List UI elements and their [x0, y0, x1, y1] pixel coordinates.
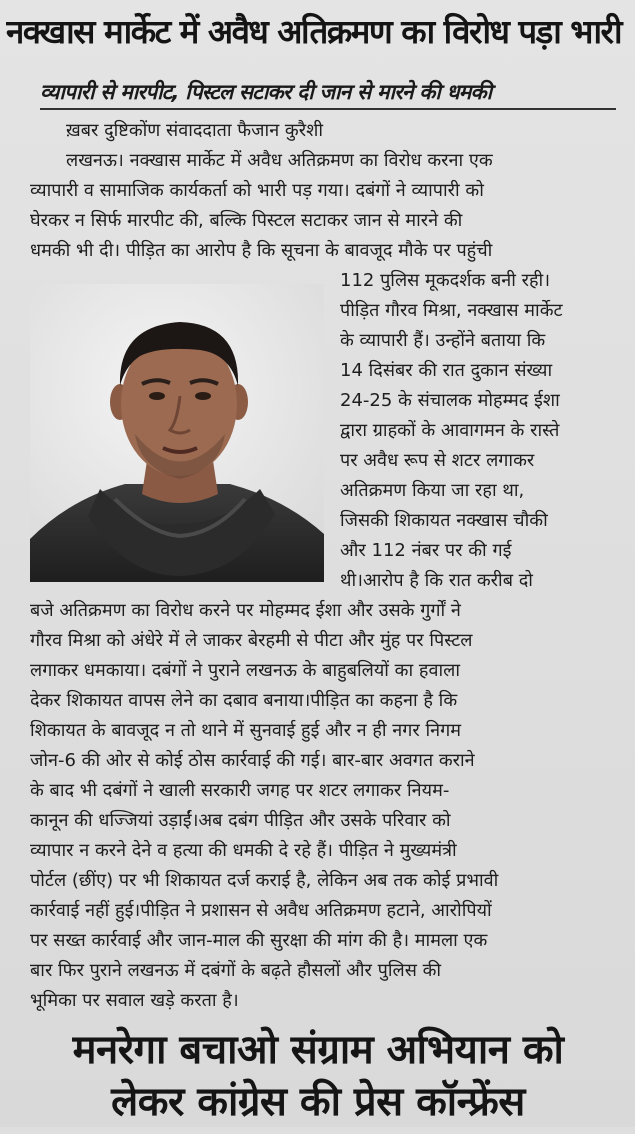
article-line: और 112 नंबर पर की गई	[340, 540, 512, 561]
subheadline: व्यापारी से मारपीट, पिस्टल सटाकर दी जान से मारने की धमकी	[40, 80, 492, 104]
article-line: कानून की धज्जियां उड़ाईं।अब दबंग पीड़ित और उसके परिवार को	[30, 810, 451, 831]
article-line: भूमिका पर सवाल खड़े करता है।	[30, 990, 239, 1011]
article-line: 112 पुलिस मूकदर्शक बनी रही।	[340, 270, 551, 291]
article-line: लगाकर धमकाया। दबंगों ने पुराने लखनऊ के बाहुबलियों का हवाला	[30, 660, 460, 681]
headline: नक्खास मार्केट में अवैध अतिक्रमण का विरोध पड़ा भारी	[6, 12, 622, 51]
article-line: शिकायत के बावजूद न तो थाने में सुनवाई हुई और न ही नगर निगम	[30, 720, 462, 741]
article-line: थी।आरोप है कि रात करीब दो	[340, 570, 533, 591]
next-article-headline-line: मनरेगा बचाओ संग्राम अभियान को	[72, 1027, 564, 1073]
article-line: पर अवैध रूप से शटर लगाकर	[340, 450, 535, 471]
article-line: अतिक्रमण किया जा रहा था,	[340, 480, 525, 501]
article-line: देकर शिकायत वापस लेने का दबाव बनाया।पीड़ित का कहना है कि	[30, 690, 458, 711]
article-line: जिसकी शिकायत नक्खास चौकी	[340, 510, 548, 531]
article-line: पीड़ित गौरव मिश्रा, नक्खास मार्केट	[340, 300, 563, 321]
article-line: जोन-6 की ओर से कोई ठोस कार्रवाई की गई। बार-बार अवगत कराने	[30, 750, 475, 771]
article-line: बजे अतिक्रमण का विरोध करने पर मोहम्मद ईशा और उसके गुर्गों ने	[30, 600, 461, 621]
article-line: धमकी भी दी। पीड़ित का आरोप है कि सूचना के बावजूद मौके पर पहुंची	[30, 240, 493, 261]
article-line: के व्यापारी हैं। उन्होंने बताया कि	[340, 330, 546, 351]
article-line: व्यापार न करने देने व हत्या की धमकी दे रहे हैं। पीड़ित ने मुख्यमंत्री	[30, 840, 457, 861]
next-article-headline-line: लेकर कांग्रेस की प्रेस कॉन्फ्रेंस	[111, 1079, 525, 1125]
article-line: गौरव मिश्रा को अंधेरे में ले जाकर बेरहमी से पीटा और मुंह पर पिस्टल	[30, 630, 473, 651]
byline: ख़बर दुष्टिकोंण संवाददाता फैजान कुरैशी	[66, 120, 323, 141]
article-line: 14 दिसंबर की रात दुकान संख्या	[340, 360, 553, 381]
article-line: द्वारा ग्राहकों के आवागमन के रास्ते	[340, 420, 560, 441]
article-line: बार फिर पुराने लखनऊ में दबंगों के बढ़ते हौसलों और पुलिस की	[30, 960, 442, 981]
article-photo	[30, 284, 324, 582]
man-portrait-image	[30, 284, 324, 582]
article-line: 24-25 के संचालक मोहम्मद ईशा	[340, 390, 560, 411]
article-line: लखनऊ। नक्खास मार्केट में अवैध अतिक्रमण का विरोध करना एक	[66, 150, 493, 171]
article-line: के बाद भी दबंगों ने खाली सरकारी जगह पर शटर लगाकर नियम-	[30, 780, 450, 801]
article-line: व्यापारी व सामाजिक कार्यकर्ता को भारी पड़ गया। दबंगों ने व्यापारी को	[30, 180, 484, 201]
article-line: पर सख्त कार्रवाई और जान-माल की सुरक्षा की मांग की है। मामला एक	[30, 930, 488, 951]
subheadline-underline	[40, 108, 616, 110]
article-line: घेरकर न सिर्फ मारपीट की, बल्कि पिस्टल सटाकर जान से मारने की	[30, 210, 463, 231]
article-line: कार्रवाई नहीं हुई।पीड़ित ने प्रशासन से अवैध अतिक्रमण हटाने, आरोपियों	[30, 900, 492, 921]
article-line: पोर्टल (छींए) पर भी शिकायत दर्ज कराई है, लेकिन अब तक कोई प्रभावी	[30, 870, 499, 891]
